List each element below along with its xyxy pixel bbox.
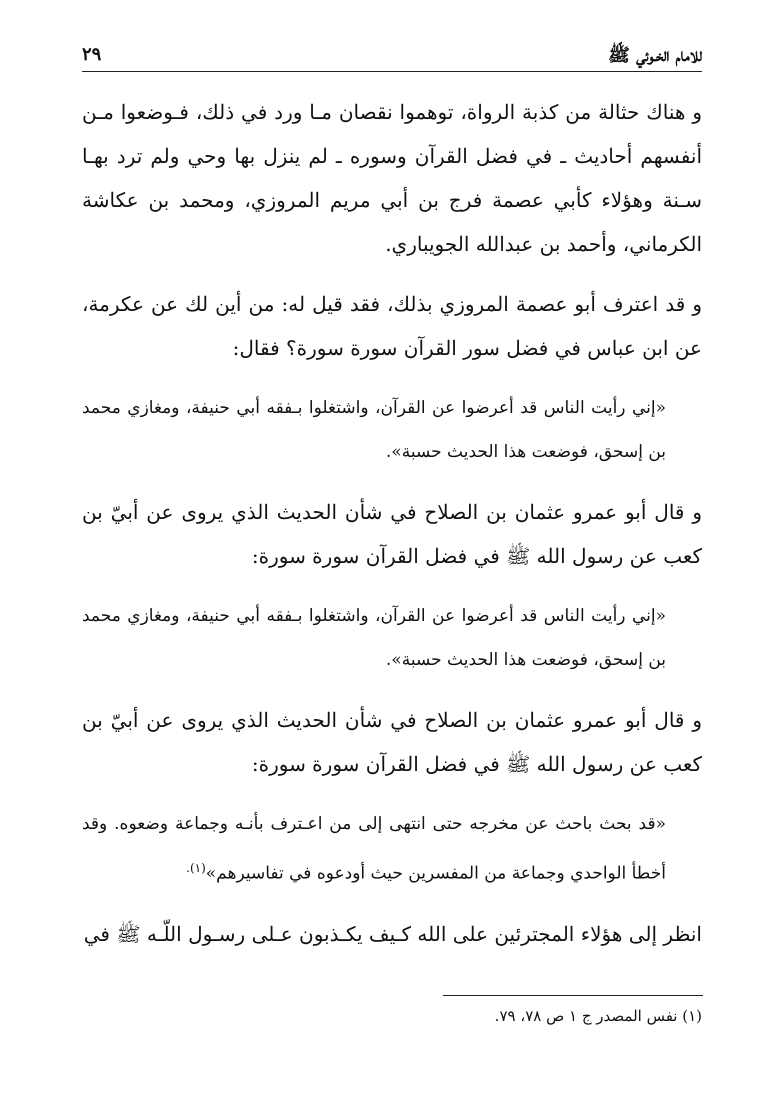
page-body [82, 90, 702, 956]
paragraph-1: و هناك حثالة من كذبة الرواة، توهموا نقصان مـا ورد في ذلك، فـوضعوا مـن أنفسهم أحاديث ـ في فضل القرآن وسوره ـ لم ينزل بها وحي ولم ترد بهـا سـنة وهؤلاء كأبي عصمة فرج بن أبي مريم المروزي، ومحمد بن عكاشة الكرماني، وأحمد بن عبدالله الجويباري. [82, 100, 702, 256]
paragraph-4: و قال أبو عمرو عثمان بن الصلاح في شأن الحديث الذي يروى عن أبيّ بن كعب عن رسول الله ﷺ في فضل القرآن سورة سورة: [82, 708, 702, 776]
quotation-3-text: «قد بحث باحث عن مخرجه حتى انتهى إلى من اعـترف بأنـه وجماعة وضعوه. وقد أخطأ الواحدي وجماعة من المفسرين حيث أودعوه في تفاسيرهم» [82, 814, 666, 884]
header-rule [82, 71, 702, 72]
page-number: ٢٩ [82, 44, 102, 65]
running-title: للامام الخـوئي ﷺ [608, 45, 702, 66]
footnote: (١) نفس المصدر ج ١ ص ٧٨، ٧٩. [494, 1007, 702, 1025]
paragraph-5: انظر إلى هؤلاء المجترئين على الله كـيف يكـذبون عـلى رسـول اللّـه ﷺ في [83, 921, 702, 946]
page-header [82, 36, 702, 72]
quotation-3 [82, 802, 666, 896]
paragraph-2: و قد اعترف أبو عصمة المروزي بذلك، فقد قيل له: من أين لك عن عكرمة، عن ابن عباس في فضل سور القرآن سورة سورة؟ فقال: [82, 292, 702, 360]
footnote-rule [443, 995, 703, 996]
footnote-ref: (١). [186, 861, 206, 875]
quotation-1: «إني رأيت الناس قد أعرضوا عن القرآن، واشتغلوا بـفقه أبي حنيفة، ومغازي محمد بن إسحق، فوضعت هذا الحديث حسبة». [82, 398, 666, 462]
paragraph-3: و قال أبو عمرو عثمان بن الصلاح في شأن الحديث الذي يروى عن أبيّ بن كعب عن رسول الله ﷺ في فضل القرآن سورة سورة: [82, 500, 702, 568]
quotation-2: «إني رأيت الناس قد أعرضوا عن القرآن، واشتغلوا بـفقه أبي حنيفة، ومغازي محمد بن إسحق، فوضعت هذا الحديث حسبة». [82, 606, 666, 670]
